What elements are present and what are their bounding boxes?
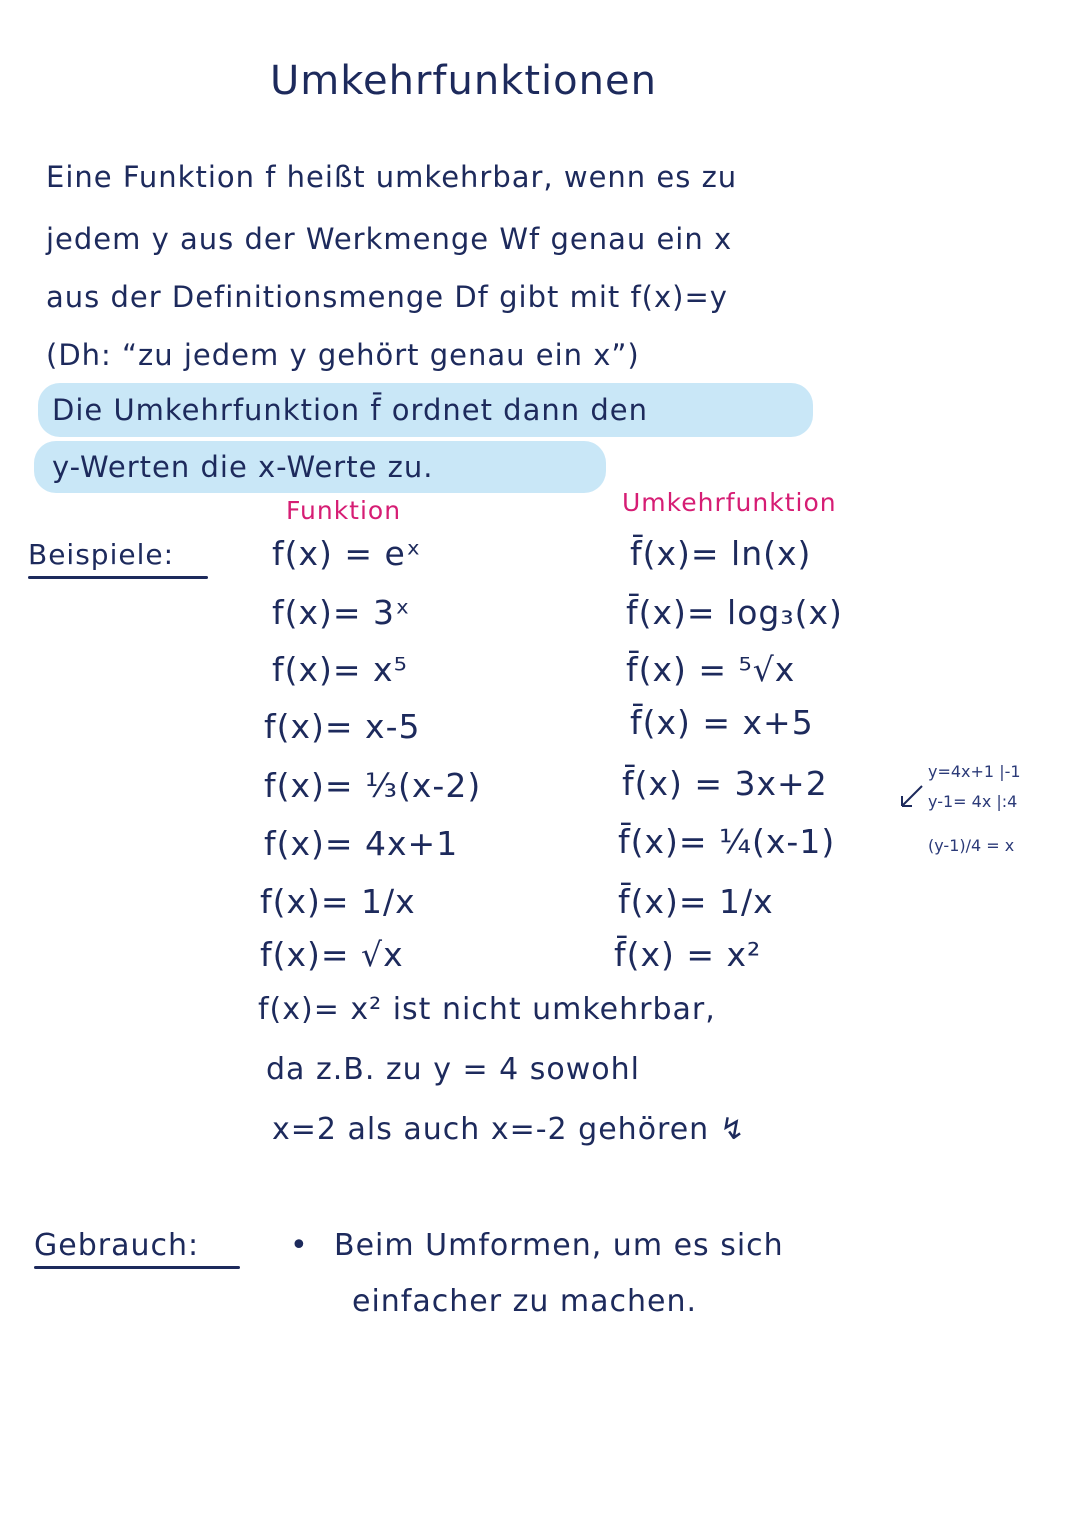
- inverse-row-8: f̄(x) = x²: [614, 935, 762, 974]
- column-heading-function: Funktion: [286, 496, 402, 525]
- function-row-6: f(x)= 4x+1: [264, 824, 459, 863]
- side-note-line-1: y=4x+1 |-1: [928, 762, 1021, 781]
- highlight-line-1: Die Umkehrfunktion f̄ ordnet dann den: [52, 393, 648, 427]
- function-row-8: f(x)= √x: [260, 935, 404, 974]
- inverse-row-7: f̄(x)= 1/x: [618, 882, 774, 921]
- usage-bullet: •: [290, 1228, 309, 1263]
- function-row-4: f(x)= x-5: [264, 707, 421, 746]
- side-note-line-2: y-1= 4x |:4: [928, 792, 1018, 811]
- function-row-3: f(x)= x⁵: [272, 650, 408, 689]
- function-row-7: f(x)= 1/x: [260, 882, 416, 921]
- not-invertible-line-2: da z.B. zu y = 4 sowohl: [266, 1052, 641, 1087]
- definition-line-2: jedem y aus der Werkmenge Wf genau ein x: [46, 222, 733, 256]
- inverse-row-2: f̄(x)= log₃(x): [626, 593, 843, 632]
- examples-underline: [28, 576, 208, 579]
- definition-line-1: Eine Funktion f heißt umkehrbar, wenn es zu: [46, 160, 738, 194]
- inverse-row-5: f̄(x) = 3x+2: [622, 764, 828, 803]
- not-invertible-line-1: f(x)= x² ist nicht umkehrbar,: [258, 992, 716, 1027]
- definition-line-4: (Dh: “zu jedem y gehört genau ein x”): [46, 338, 640, 372]
- usage-underline: [34, 1266, 240, 1269]
- inverse-row-3: f̄(x) = ⁵√x: [626, 650, 796, 689]
- usage-line-2: einfacher zu machen.: [352, 1284, 698, 1319]
- function-row-5: f(x)= ⅓(x-2): [264, 766, 482, 805]
- not-invertible-line-3: x=2 als auch x=-2 gehören ↯: [272, 1112, 746, 1147]
- page-title: Umkehrfunktionen: [270, 58, 657, 104]
- column-heading-inverse: Umkehrfunktion: [622, 488, 837, 517]
- inverse-row-4: f̄(x) = x+5: [630, 703, 814, 742]
- inverse-row-1: f̄(x)= ln(x): [630, 534, 812, 573]
- usage-line-1: Beim Umformen, um es sich: [334, 1228, 784, 1263]
- examples-label: Beispiele:: [28, 538, 175, 571]
- usage-label: Gebrauch:: [34, 1228, 200, 1263]
- definition-line-3: aus der Definitionsmenge Df gibt mit f(x)=y: [46, 280, 728, 314]
- function-row-2: f(x)= 3ˣ: [272, 593, 411, 632]
- side-note-line-3: (y-1)/4 = x: [928, 836, 1015, 855]
- function-row-1: f(x) = eˣ: [272, 534, 422, 573]
- inverse-row-6: f̄(x)= ¼(x-1): [618, 822, 836, 861]
- highlight-line-2: y-Werten die x-Werte zu.: [52, 450, 434, 484]
- arrow-icon: [896, 782, 926, 812]
